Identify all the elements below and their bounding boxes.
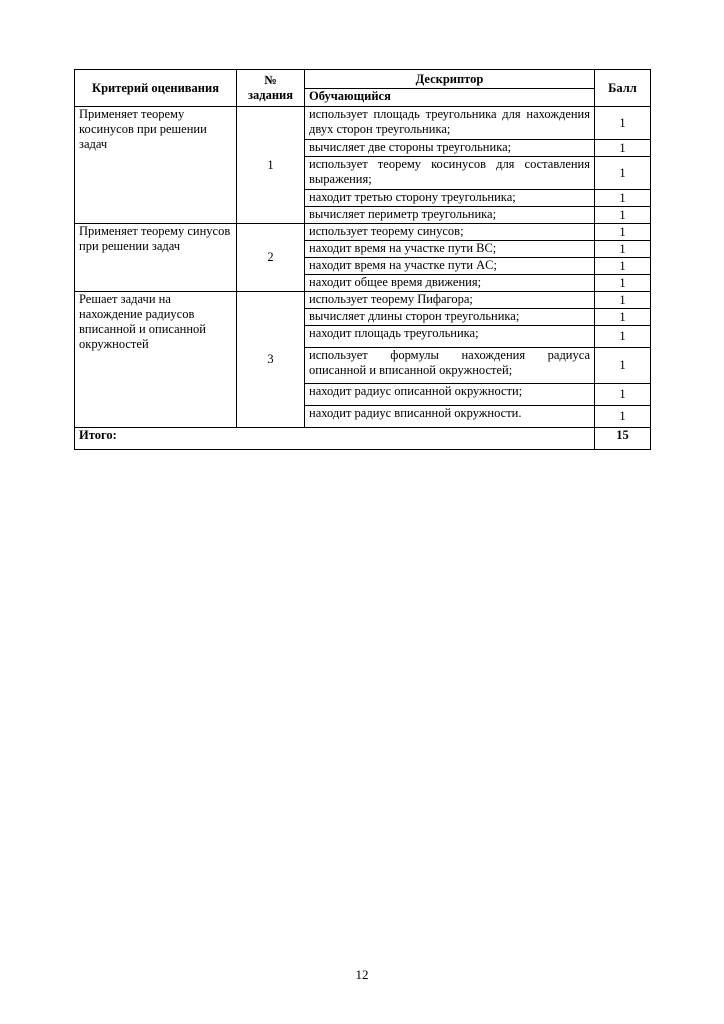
header-student: Обучающийся	[305, 89, 595, 107]
score-cell: 1	[595, 207, 651, 224]
rubric-sheet	[74, 69, 650, 450]
descriptor-cell: находит радиус вписанной окружности.	[305, 406, 595, 428]
score-cell: 1	[595, 258, 651, 275]
descriptor-cell: использует теорему косинусов для составления выражения;	[305, 157, 595, 190]
descriptor-cell: использует теорему синусов;	[305, 224, 595, 241]
score-cell: 1	[595, 292, 651, 309]
header-score: Балл	[595, 70, 651, 107]
header-criterion: Критерий оценивания	[75, 70, 237, 107]
descriptor-cell: находит третью сторону треугольника;	[305, 190, 595, 207]
header-descriptor: Дескриптор	[305, 70, 595, 89]
score-cell: 1	[595, 309, 651, 326]
header-task-number-word: задания	[247, 88, 293, 102]
score-cell: 1	[595, 384, 651, 406]
descriptor-cell: вычисляет периметр треугольника;	[305, 207, 595, 224]
total-score: 15	[595, 428, 651, 450]
criterion-cell: Применяет теорему синусов при решении задач	[75, 224, 237, 292]
descriptor-cell: использует площадь треугольника для нахождения двух сторон треугольника;	[305, 107, 595, 140]
task-number-cell: 3	[237, 292, 305, 428]
task-number-cell: 1	[237, 107, 305, 224]
header-task-number-symbol: №	[264, 73, 277, 87]
score-cell: 1	[595, 275, 651, 292]
score-cell: 1	[595, 241, 651, 258]
score-cell: 1	[595, 107, 651, 140]
score-cell: 1	[595, 224, 651, 241]
descriptor-cell: вычисляет две стороны треугольника;	[305, 140, 595, 157]
header-task-number	[237, 70, 305, 107]
score-cell: 1	[595, 190, 651, 207]
descriptor-cell: использует формулы нахождения радиуса описанной и вписанной окружностей;	[305, 348, 595, 384]
page-number: 12	[355, 967, 369, 982]
descriptor-cell: находит время на участке пути BC;	[305, 241, 595, 258]
rubric-table	[74, 69, 651, 450]
descriptor-cell: находит площадь треугольника;	[305, 326, 595, 348]
descriptor-cell: находит радиус описанной окружности;	[305, 384, 595, 406]
score-cell: 1	[595, 140, 651, 157]
descriptor-cell: вычисляет длины сторон треугольника;	[305, 309, 595, 326]
total-label: Итого:	[75, 428, 595, 450]
descriptor-cell: находит время на участке пути AC;	[305, 258, 595, 275]
score-cell: 1	[595, 326, 651, 348]
task-number-cell: 2	[237, 224, 305, 292]
score-cell: 1	[595, 157, 651, 190]
score-cell: 1	[595, 406, 651, 428]
score-cell: 1	[595, 348, 651, 384]
criterion-cell: Применяет теорему косинусов при решении задач	[75, 107, 237, 224]
descriptor-cell: использует теорему Пифагора;	[305, 292, 595, 309]
descriptor-cell: находит общее время движения;	[305, 275, 595, 292]
criterion-cell: Решает задачи на нахождение радиусов вписанной и описанной окружностей	[75, 292, 237, 428]
